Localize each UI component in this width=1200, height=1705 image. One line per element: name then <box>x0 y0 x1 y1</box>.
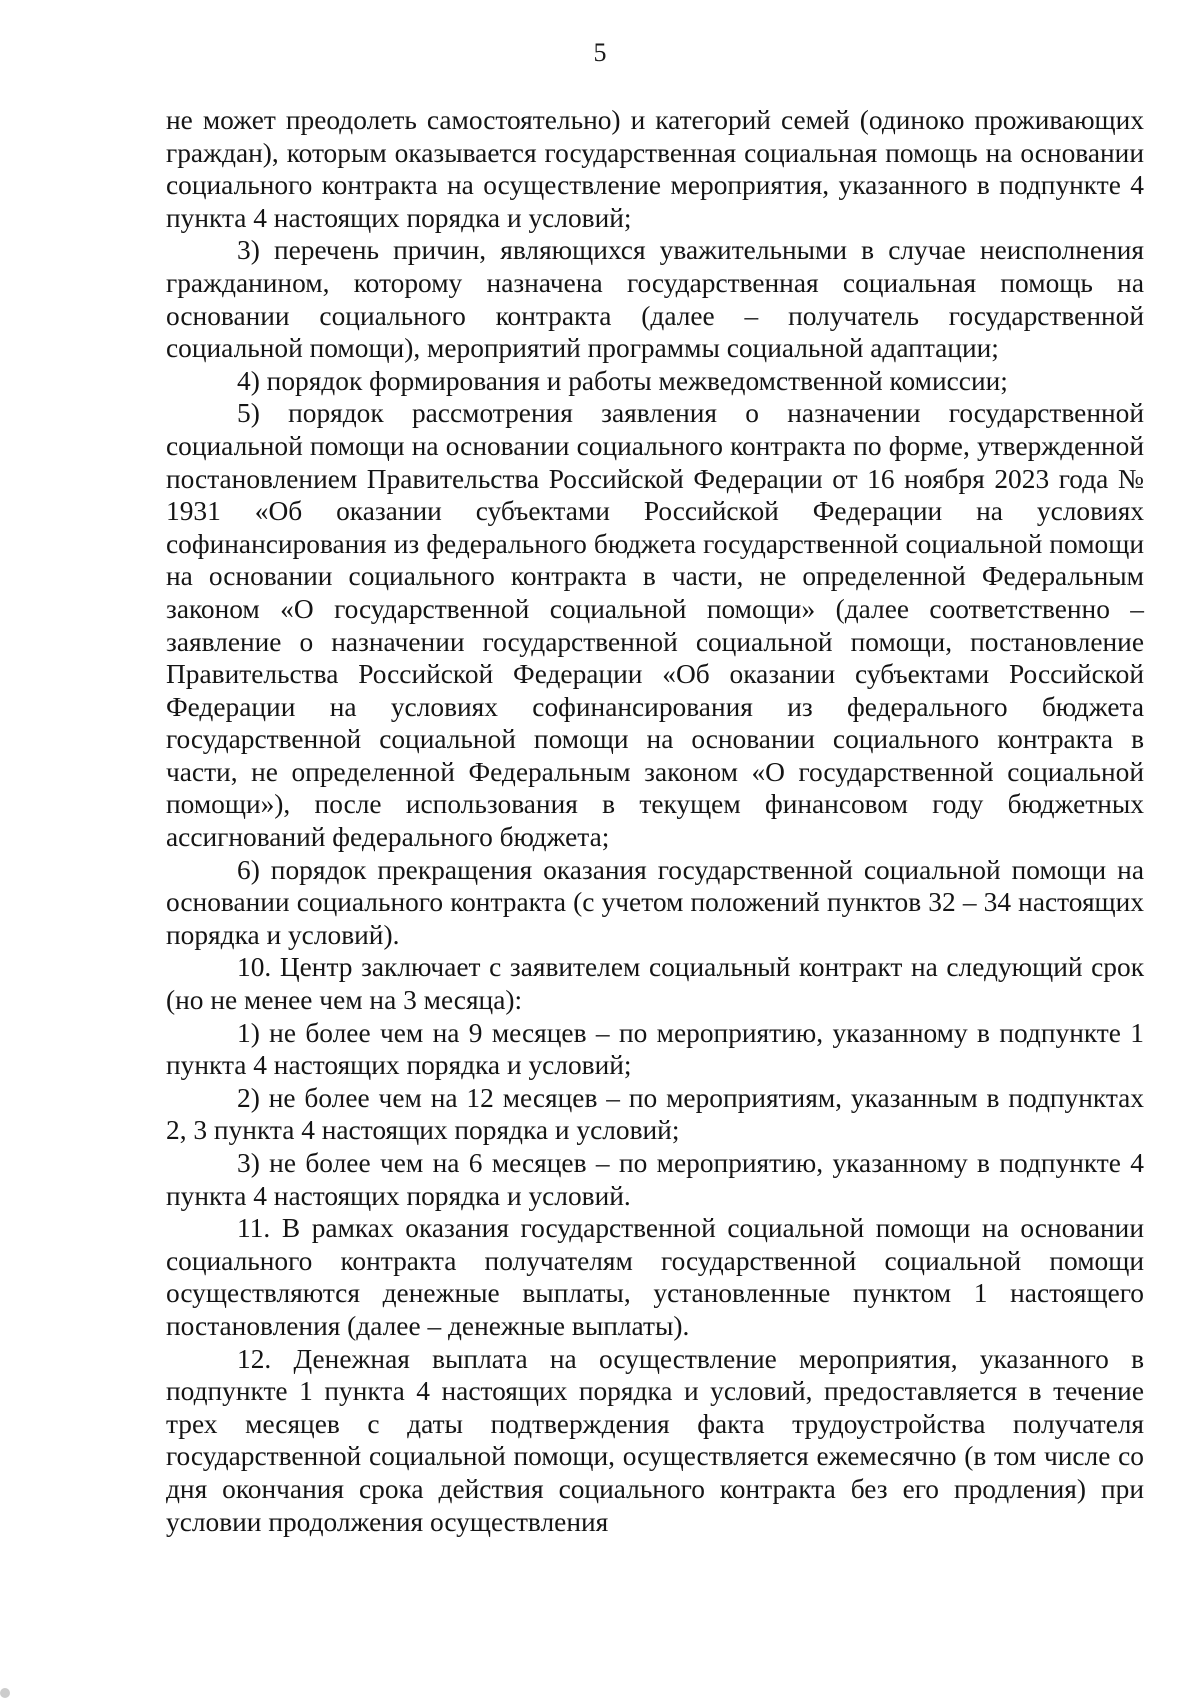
paragraph-item-4: 4) порядок формирования и работы межведомственной комиссии; <box>237 365 1008 396</box>
paragraph-clause-10: 10. Центр заключает с заявителем социальный контракт на следующий срок (но не менее чем на 3 месяца): <box>166 952 1144 1016</box>
page-number: 5 <box>593 38 607 67</box>
paragraph-clause-10-item-2: 2) не более чем на 12 месяцев – по мероприятиям, указанным в подпунктах 2, 3 пункта 4 настоящих порядка и условий; <box>166 1082 1144 1146</box>
scan-artifact <box>0 1688 10 1698</box>
paragraph-item-3: 3) перечень причин, являющихся уважительными в случае неисполнения гражданином, которому назначена государственная социальная помощь на основании социального контракта (далее – получатель государственной социальной помощи), мероприятий программы социальной адаптации; <box>166 235 1144 364</box>
paragraph-continuation: не может преодолеть самостоятельно) и категорий семей (одиноко проживающих граждан), которым оказывается государственная социальная помощь на основании социального контракта на осуществление мероприятия, указанного в подпункте 4 пункта 4 настоящих порядка и условий; <box>166 105 1144 233</box>
document-body <box>166 104 1144 1538</box>
paragraph-item-6: 6) порядок прекращения оказания государственной социальной помощи на основании социального контракта (с учетом положений пунктов 32 – 34 настоящих порядка и условий). <box>166 854 1144 950</box>
paragraph-clause-10-item-3: 3) не более чем на 6 месяцев – по мероприятию, указанному в подпункте 4 пункта 4 настоящих порядка и условий. <box>166 1148 1144 1211</box>
paragraph-item-5: 5) порядок рассмотрения заявления о назначении государственной социальной помощи на основании социального контракта по форме, утвержденной постановлением Правительства Российской Федерации от 16 ноября 2023 года № 1931 «Об оказании субъектами Российской Федерации на условиях софинансирования из федерального бюджета государственной социальной помощи на основании социального контракта в части, не определенной Федеральным законом «О государственной социальной помощи» (далее соответственно – заявление о назначении государственной социальной помощи, постановление Правительства Российской Федерации «Об оказании субъектами Российской Федерации на условиях софинансирования из федерального бюджета государственной социальной помощи на основании социального контракта в части, не определенной Федеральным законом «О государственной социальной помощи»), после использования в текущем финансовом году бюджетных ассигнований федерального бюджета; <box>166 398 1144 853</box>
paragraph-clause-12: 12. Денежная выплата на осуществление мероприятия, указанного в подпункте 1 пункта 4 настоящих порядка и условий, предоставляется в течение трех месяцев с даты подтверждения факта трудоустройства получателя государственной социальной помощи, осуществляется ежемесячно (в том числе со дня окончания срока действия социального контракта без его продления) при условии продолжения осуществления <box>166 1343 1144 1537</box>
paragraph-clause-11: 11. В рамках оказания государственной социальной помощи на основании социального контракта получателям государственной социальной помощи осуществляются денежные выплаты, установленные пунктом 1 настоящего постановления (далее – денежные выплаты). <box>166 1213 1144 1341</box>
paragraph-clause-10-item-1: 1) не более чем на 9 месяцев – по мероприятию, указанному в подпункте 1 пункта 4 настоящих порядка и условий; <box>166 1017 1144 1081</box>
